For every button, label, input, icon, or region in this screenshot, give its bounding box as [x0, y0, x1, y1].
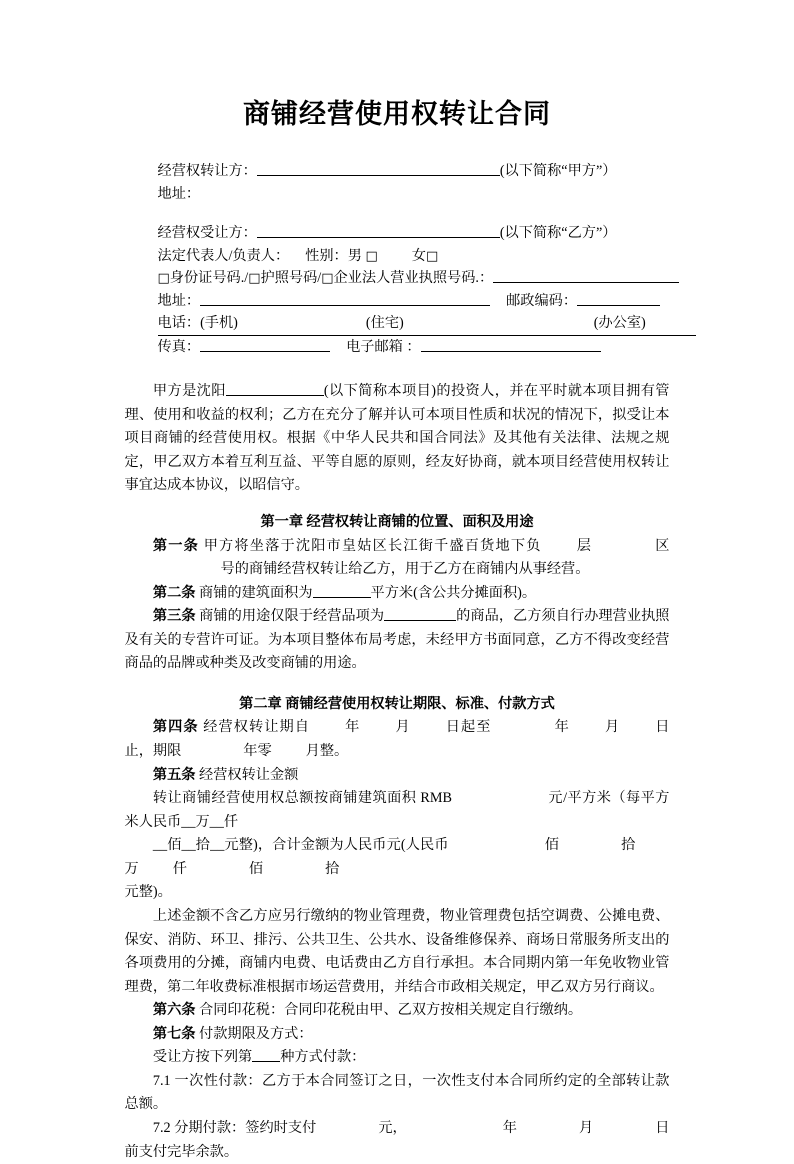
phone-label: 电话： — [157, 315, 201, 332]
article-4-text-d: 年零 — [243, 743, 272, 759]
item-7-2-b: 元， — [378, 1120, 407, 1136]
transferor-row — [158, 160, 670, 182]
email-label: 电子邮箱 ： — [346, 338, 421, 355]
id-card-label: 身份证号码./ — [169, 270, 249, 287]
legal-rep-label: 法定代表人/负责人： — [157, 247, 290, 264]
project-name-input[interactable] — [226, 380, 324, 396]
postcode-input[interactable] — [577, 290, 660, 306]
article-4-month: 月 — [394, 719, 411, 736]
chapter-1-heading: 第一章 经营权转让商铺的位置、面积及用途 — [260, 513, 534, 530]
product-category-input[interactable] — [384, 605, 456, 621]
article-6-label: 第六条 — [152, 1002, 196, 1019]
transferor-address-row — [158, 183, 670, 205]
article-3 — [125, 605, 670, 676]
article-5-title: 经营权转让金额 — [199, 766, 299, 783]
phone-home-label: (住宅) — [365, 315, 404, 332]
article-1 — [125, 535, 670, 582]
gender-male-checkbox[interactable]: □ — [365, 248, 378, 264]
transferee-row — [158, 222, 670, 244]
preamble-paragraph — [125, 380, 670, 498]
postcode-label: 邮政编码： — [506, 292, 578, 309]
article-5-label: 第五条 — [152, 766, 196, 783]
article-3-text-a: 商铺的用途仅限于经营品项为 — [199, 608, 385, 625]
article-4-text-e: 整。 — [319, 743, 349, 759]
article-4-year: 年 — [344, 719, 361, 736]
payment-option-7-1: 7.1 一次性付款：乙方于本合同签订之日，一次性支付本合同所约定的全部转让款总额。 — [124, 1072, 670, 1113]
transferor-suffix: (以下简称“甲方”） — [499, 163, 617, 180]
gender-male-label: 男 — [347, 247, 362, 264]
id-card-checkbox[interactable]: □ — [157, 271, 170, 287]
article-4-text-c: 日止，期限 — [124, 719, 670, 759]
article-2 — [125, 582, 670, 606]
article-7-intro-a: 受让方按下列第 — [152, 1049, 253, 1066]
gender-female-label: 女 — [411, 247, 426, 264]
address-input[interactable] — [200, 290, 490, 306]
id-number-input[interactable] — [493, 267, 679, 283]
article-5-amount-line-1 — [125, 787, 670, 834]
building-area-input[interactable] — [313, 582, 371, 598]
business-license-label: 企业法人营业执照号码.： — [333, 270, 494, 287]
gender-female-checkbox[interactable]: □ — [425, 248, 439, 264]
article-3-text-b: 的商品，乙方须自行办理营业执照及有关的专营许可证。为本项目整体布局考虑，未经甲方书面同意，乙方不得改变经营商品的品牌或种类及改变商铺的用途。 — [124, 608, 670, 672]
management-fee-paragraph: 上述金额不含乙方应另行缴纳的物业管理费，物业管理费包括空调费、公摊电费、保安、消防、环卫、排污、公共卫生、公共水、设备维修保养、商场日常服务所支出的各项费用的分摊，商铺内电费、电话费由乙方自行承担。本合同期内第一年免收物业管理费，第二年收费标准根据市场运营费用，并结合市政相关规定，甲乙双方另行商议。 — [124, 907, 670, 995]
page-title: 商铺经营使用权转让合同 — [243, 99, 551, 129]
amount-qian: 仟 — [172, 860, 187, 877]
article-7-intro-b: 种方式付款： — [280, 1049, 366, 1066]
article-5 — [125, 764, 670, 788]
item-7-2-a: 7.2 分期付款：签约时支付 — [152, 1120, 317, 1136]
article-3-label: 第三条 — [152, 608, 196, 625]
transferor-address-label: 地址： — [157, 185, 201, 202]
amount-shi-2: 拾 — [325, 860, 340, 877]
article-6-text: 合同印花税：合同印花税由甲、乙双方按相关规定自行缴纳。 — [199, 1002, 583, 1019]
fax-email-row — [158, 336, 670, 358]
article-4-month3: 月 — [305, 743, 320, 759]
phone-mobile-label: (手机) — [200, 315, 238, 332]
article-1-text-a: 甲方将坐落于沈阳市皇姑区长江街千盛百货地下负 — [203, 537, 542, 554]
payment-option-7-2 — [125, 1117, 670, 1164]
article-5-line1-b: 元/平方米（每平方米人民币__万__仟 — [124, 790, 670, 830]
article-1-floor: 层 — [575, 537, 593, 554]
amount-bai-2: 佰 — [248, 860, 264, 877]
amount-wan: 万 — [124, 860, 139, 877]
article-2-text-b: 平方米(含公共分摊面积)。 — [370, 584, 537, 601]
email-input[interactable] — [421, 336, 601, 352]
business-license-checkbox[interactable]: □ — [321, 271, 334, 287]
item-7-2-e: 日前支付完毕余款。 — [124, 1120, 670, 1160]
article-4-month2: 月 — [603, 719, 621, 736]
passport-label: 护照号码/ — [260, 270, 322, 287]
fax-label: 传真： — [157, 338, 201, 355]
preamble-part1: 甲方是沈阳 — [152, 383, 226, 400]
article-5-line1-a: 转让商铺经营使用权总额按商铺建筑面积 RMB — [152, 790, 452, 807]
amount-bai-1: 佰 — [544, 837, 560, 854]
parties-section — [125, 160, 670, 358]
id-number-row — [158, 267, 670, 290]
article-7-text: 付款期限及方式： — [199, 1025, 313, 1042]
transferor-input[interactable] — [257, 161, 500, 177]
article-4 — [125, 716, 670, 763]
article-4-text-a: 经营权转让期自 — [203, 719, 311, 736]
article-4-year2: 年 — [553, 719, 570, 736]
article-5-amount-line-2 — [125, 834, 670, 881]
article-4-label: 第四条 — [152, 719, 199, 736]
phone-underline[interactable] — [158, 312, 696, 335]
transferor-label: 经营权转让方： — [157, 163, 257, 180]
payment-method-input[interactable] — [252, 1046, 280, 1062]
address-row — [158, 290, 670, 312]
article-5-amount-line-3: 元整)。 — [124, 884, 172, 901]
document-body — [125, 132, 670, 1164]
article-5-line2-a: __佰__拾__元整)，合计金额为人民币元(人民币 — [152, 837, 449, 854]
gender-label: 性别： — [305, 247, 348, 264]
transferee-label: 经营权受让方： — [157, 225, 257, 242]
article-1-label: 第一条 — [152, 537, 199, 554]
article-4-text-b: 日起至 — [444, 719, 492, 736]
article-1-zone: 区 — [654, 537, 670, 554]
transferee-suffix: (以下简称“乙方”） — [499, 225, 617, 242]
legal-rep-row — [158, 245, 670, 268]
article-2-label: 第二条 — [152, 584, 196, 601]
article-6 — [125, 999, 670, 1023]
chapter-2-heading: 第二章 商铺经营使用权转让期限、标准、付款方式 — [239, 695, 555, 712]
phone-office-label: (办公室) — [593, 315, 646, 332]
address-label: 地址： — [157, 292, 201, 309]
amount-shi-1: 拾 — [621, 837, 636, 854]
preamble-part2: (以下简称本项目)的投资人，并在平时就本项目拥有管理、使用和收益的权利；乙方在充分了解并认可本项目性质和状况的情况下，拟受让本项目商铺的经营使用权。根据《中华人民共和国合同法》及其他有关法律、法规之规定，甲乙双方本着互利互益、平等自愿的原则，经友好协商，就本项目经营使用权转让事宜达成本协议，以昭信守。 — [124, 383, 670, 494]
article-2-text-a: 商铺的建筑面积为 — [199, 584, 313, 601]
passport-checkbox[interactable]: □ — [248, 271, 261, 287]
fax-input[interactable] — [200, 336, 330, 352]
article-1-text-d: 号的商铺经营权转让给乙方，用于乙方在商铺内从事经营。 — [220, 561, 590, 578]
item-7-2-month: 月 — [579, 1120, 594, 1136]
item-7-2-year: 年 — [502, 1120, 517, 1136]
article-7 — [125, 1023, 670, 1047]
transferee-input[interactable] — [257, 222, 500, 238]
article-7-label: 第七条 — [152, 1025, 196, 1042]
phone-row — [158, 312, 670, 335]
article-7-intro — [125, 1046, 670, 1070]
